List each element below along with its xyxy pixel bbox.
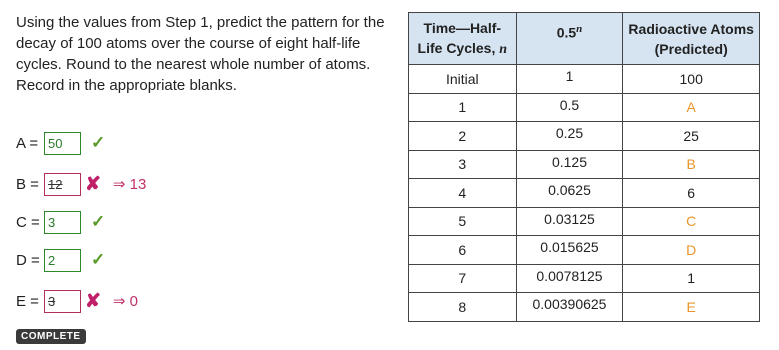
table-header-row [409,13,760,65]
check-icon: ✓ [91,212,106,231]
cell-power: 0.03125 [516,207,623,236]
table-row [409,122,760,151]
answer-row-d [16,248,105,272]
answer-label: A = [16,134,39,152]
table-row [409,65,760,94]
cell-atoms: E [623,293,760,322]
cell-atoms: B [623,150,760,179]
cell-atoms: A [623,93,760,122]
cell-time: 2 [409,122,517,151]
cell-power: 0.00390625 [516,293,623,322]
header-time-line1: Time—Half- [423,19,502,36]
cell-power: 0.5 [516,93,623,122]
header-power [516,13,623,65]
cell-time: 1 [409,93,517,122]
table-row [409,236,760,265]
instructions-text: Using the values from Step 1, predict the pattern for the decay of 100 atoms over the course of eight half-life cycles. Round to the nearest whole number of atoms. Record in the appropriate blanks. [16,14,385,94]
cell-time: 7 [409,264,517,293]
correct-answer-hint: ⇒ 13 [112,176,147,193]
cell-power: 0.25 [516,122,623,151]
cell-atoms: C [623,207,760,236]
cell-atoms: 1 [623,264,760,293]
answer-row-e [16,289,138,313]
table-row [409,150,760,179]
check-icon: ✓ [91,133,106,152]
cell-time: 8 [409,293,517,322]
table-row [409,293,760,322]
header-atoms-line2: (Predicted) [654,40,728,57]
answer-row-a [16,131,105,155]
cell-power: 0.125 [516,150,623,179]
cross-icon: ✘ [85,290,101,312]
cell-atoms: 25 [623,122,760,151]
cell-time: 3 [409,150,517,179]
cell-power: 0.0625 [516,179,623,208]
cell-time: 6 [409,236,517,265]
header-atoms [623,13,760,65]
cell-atoms: D [623,236,760,265]
header-time [409,13,517,65]
answer-label: D = [16,251,40,269]
cell-power: 1 [516,65,623,94]
answer-field-a[interactable]: 50 [44,132,81,155]
table-row [409,93,760,122]
answer-label: E = [16,292,39,310]
header-atoms-line1: Radioactive Atoms [628,20,754,37]
cell-power: 0.0078125 [516,264,623,293]
table-row [409,207,760,236]
cell-time: 4 [409,179,517,208]
table-row [409,264,760,293]
cross-icon: ✘ [85,173,101,195]
answer-label: B = [16,175,39,193]
cell-atoms: 6 [623,179,760,208]
answer-field-c[interactable]: 3 [44,211,81,234]
cell-power: 0.015625 [516,236,623,265]
complete-badge: COMPLETE [16,329,86,344]
correct-answer-hint: ⇒ 0 [112,293,138,310]
header-time-variable: n [499,41,508,57]
header-power-base: 0.5 [556,24,577,41]
answer-field-b[interactable]: 12 [44,173,81,196]
check-icon: ✓ [91,250,106,269]
header-power-exponent: n [576,23,583,35]
answer-row-c [16,210,105,234]
decay-table [408,12,760,322]
table-row [409,179,760,208]
answer-row-b [16,172,146,196]
answer-label: C = [16,213,40,231]
answer-field-e[interactable]: 3 [44,290,81,313]
header-time-line2: Life Cycles, [417,39,500,56]
cell-time: 5 [409,207,517,236]
answer-field-d[interactable]: 2 [44,249,81,272]
cell-time: Initial [409,65,517,94]
cell-atoms: 100 [623,65,760,94]
